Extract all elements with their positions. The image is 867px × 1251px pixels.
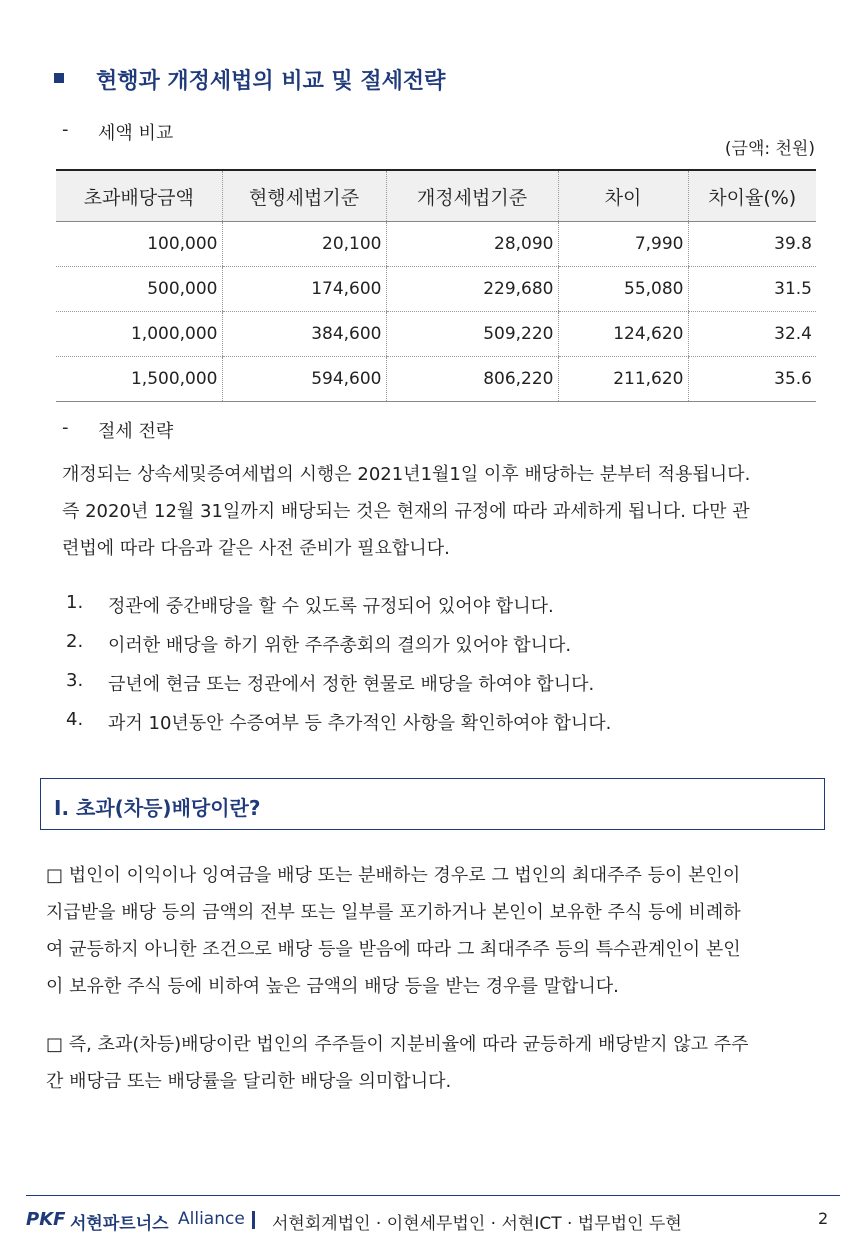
header-difference-rate: 차이율(%): [688, 170, 816, 222]
table-row: [56, 312, 816, 357]
paragraph-line: 즉 2020년 12월 31일까지 배당되는 것은 현재의 규정에 따라 과세하게 됩니다. 다만 관: [62, 501, 750, 522]
paragraph-line: 지급받을 배당 등의 금액의 전부 또는 일부를 포기하거나 본인이 보유한 주식 등에 비례하: [46, 902, 741, 923]
table-cell: 594,600: [222, 357, 386, 402]
table-cell: 20,100: [222, 222, 386, 267]
table-cell: 1,500,000: [56, 357, 222, 402]
paragraph-line: □ 즉, 초과(차등)배당이란 법인의 주주들이 지분비율에 따라 균등하게 배당받지 않고 주주: [46, 1034, 749, 1055]
unit-note: (금액: 천원): [724, 139, 815, 159]
definition-title-box: [40, 778, 825, 830]
list-item-number: 3.: [66, 670, 84, 691]
table-cell: 28,090: [386, 222, 558, 267]
table-row: [56, 357, 816, 402]
footer-divider: [26, 1195, 840, 1196]
paragraph-line: 간 배당금 또는 배당률을 달리한 배당을 의미합니다.: [46, 1071, 452, 1092]
list-item: 이러한 배당을 하기 위한 주주총회의 결의가 있어야 합니다.: [108, 635, 572, 656]
table-cell: 55,080: [558, 267, 688, 312]
definition-paragraph-2: [46, 1026, 749, 1100]
list-item: 금년에 현금 또는 정관에서 정한 현물로 배당을 하여야 합니다.: [108, 674, 595, 695]
paragraph-line: 여 균등하지 아니한 조건으로 배당 등을 받음에 따라 그 최대주주 등의 특수관계인이 본인: [46, 939, 741, 960]
table-cell: 509,220: [386, 312, 558, 357]
strategy-label: 절세 전략: [98, 421, 174, 442]
list-item-number: 2.: [66, 631, 84, 652]
paragraph-line: 련법에 따라 다음과 같은 사전 준비가 필요합니다.: [62, 538, 450, 559]
table-row: [56, 267, 816, 312]
list-item-number: 1.: [66, 592, 84, 613]
page-number: 2: [818, 1209, 829, 1228]
table-cell: 124,620: [558, 312, 688, 357]
header-difference: 차이: [558, 170, 688, 222]
table-cell: 229,680: [386, 267, 558, 312]
table-cell: 35.6: [688, 357, 816, 402]
header-excess-dividend: 초과배당금액: [56, 170, 222, 222]
table-cell: 174,600: [222, 267, 386, 312]
alliance-label: Alliance: [178, 1209, 245, 1229]
paragraph-line: □ 법인이 이익이나 잉여금을 배당 또는 분배하는 경우로 그 법인의 최대주주 등이 본인이: [46, 865, 741, 886]
strategy-paragraph: [62, 456, 750, 567]
list-item: 과거 10년동안 수증여부 등 추가적인 사항을 확인하여야 합니다.: [108, 713, 612, 734]
list-item: 정관에 중간배당을 할 수 있도록 규정되어 있어야 합니다.: [108, 596, 554, 617]
paragraph-line: 개정되는 상속세및증여세법의 시행은 2021년1월1일 이후 배당하는 분부터 적용됩니다.: [62, 464, 751, 485]
firm-logo-name: 서현파트너스: [70, 1214, 169, 1234]
definition-paragraph-1: [46, 857, 741, 1005]
table-cell: 211,620: [558, 357, 688, 402]
footer-separator-bar: [252, 1211, 255, 1229]
table-cell: 1,000,000: [56, 312, 222, 357]
header-revised-law: 개정세법기준: [386, 170, 558, 222]
comparison-dash: -: [62, 119, 69, 140]
section-bullet-icon: [54, 73, 64, 83]
footer-firms: 서현회계법인 · 이현세무법인 · 서현ICT · 법무법인 두현: [272, 1214, 682, 1234]
list-item-number: 4.: [66, 709, 84, 730]
comparison-table: [56, 169, 816, 402]
paragraph-line: 이 보유한 주식 등에 비하여 높은 금액의 배당 등을 받는 경우를 말합니다.: [46, 976, 619, 997]
table-cell: 100,000: [56, 222, 222, 267]
table-cell: 31.5: [688, 267, 816, 312]
header-current-law: 현행세법기준: [222, 170, 386, 222]
table-cell: 39.8: [688, 222, 816, 267]
definition-title: I. 초과(차등)배당이란?: [54, 796, 261, 820]
table-cell: 32.4: [688, 312, 816, 357]
table-cell: 806,220: [386, 357, 558, 402]
table-cell: 384,600: [222, 312, 386, 357]
table-cell: 500,000: [56, 267, 222, 312]
table-row: [56, 222, 816, 267]
section-title: 현행과 개정세법의 비교 및 절세전략: [96, 69, 446, 94]
strategy-dash: -: [62, 417, 69, 438]
table-cell: 7,990: [558, 222, 688, 267]
table-header-row: [56, 170, 816, 222]
comparison-label: 세액 비교: [98, 123, 174, 144]
pkf-logo: PKF: [26, 1209, 66, 1230]
